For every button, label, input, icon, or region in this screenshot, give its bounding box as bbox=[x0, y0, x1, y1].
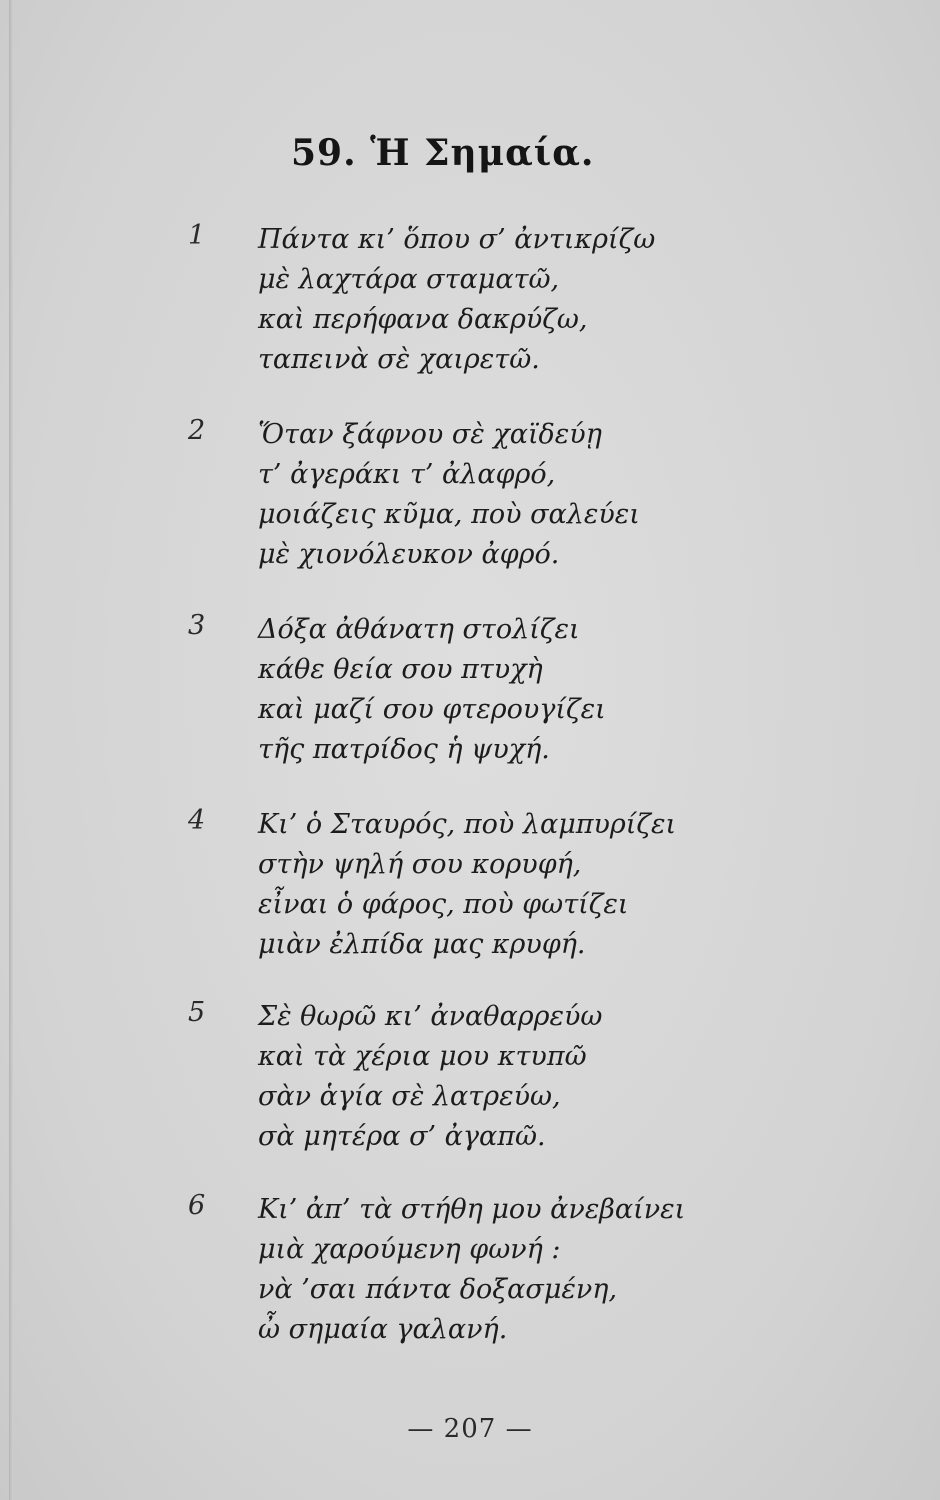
verse-line: Σὲ θωρῶ κι’ ἀναθαρρεύω bbox=[258, 1001, 603, 1032]
verse-line: εἶναι ὁ φάρος, ποὺ φωτίζει bbox=[258, 889, 629, 920]
verse-line: τ’ ἀγεράκι τ’ ἀλαφρό, bbox=[258, 459, 556, 490]
verse-line: σὰν ἁγία σὲ λατρεύω, bbox=[258, 1081, 561, 1112]
stanza-number: 4 bbox=[188, 805, 206, 836]
verse-line: Ὅταν ξάφνου σὲ χαϊδεύῃ bbox=[258, 419, 602, 450]
verse-line: καὶ μαζί σου φτερουγίζει bbox=[258, 694, 606, 725]
verse-line: ταπεινὰ σὲ χαιρετῶ. bbox=[258, 344, 540, 375]
verse-line: στὴν ψηλή σου κορυφή, bbox=[258, 849, 582, 880]
verse-line: Δόξα ἀθάνατη στολίζει bbox=[258, 614, 580, 645]
verse-line: νὰ ’σαι πάντα δοξασμένη, bbox=[258, 1274, 618, 1305]
verse-line: μὲ χιονόλευκον ἀφρό. bbox=[258, 539, 560, 570]
stanza-number: 1 bbox=[188, 220, 206, 251]
page-number: — 207 — bbox=[407, 1414, 533, 1444]
stanza-number: 6 bbox=[188, 1190, 206, 1221]
verse-line: Κι’ ὁ Σταυρός, ποὺ λαμπυρίζει bbox=[258, 809, 677, 840]
stanza-lines bbox=[258, 610, 606, 770]
stanza-number: 3 bbox=[188, 610, 206, 641]
stanza-number: 2 bbox=[188, 415, 206, 446]
verse-line: μιὰ χαρούμενη φωνή : bbox=[258, 1234, 561, 1265]
page-gutter-edge bbox=[9, 0, 13, 1500]
stanza-number: 5 bbox=[188, 997, 206, 1028]
verse-line: τῆς πατρίδος ἡ ψυχή. bbox=[258, 734, 550, 765]
verse-line: Πάντα κι’ ὅπου σ’ ἀντικρίζω bbox=[258, 224, 656, 255]
poem-title: 59. Ἡ Σημαία. bbox=[291, 132, 595, 174]
verse-line: μιὰν ἐλπίδα μας κρυφή. bbox=[258, 929, 586, 960]
stanza-lines bbox=[258, 805, 676, 965]
verse-line: ὦ σημαία γαλανή. bbox=[258, 1314, 508, 1345]
verse-line: Κι’ ἀπ’ τὰ στήθη μου ἀνεβαίνει bbox=[258, 1194, 686, 1225]
stanza-lines bbox=[258, 997, 602, 1157]
verse-line: καὶ τὰ χέρια μου κτυπῶ bbox=[258, 1041, 587, 1072]
verse-line: κάθε θεία σου πτυχὴ bbox=[258, 654, 543, 685]
verse-line: μὲ λαχτάρα σταματῶ, bbox=[258, 264, 560, 295]
stanza-lines bbox=[258, 415, 640, 575]
verse-line: μοιάζεις κῦμα, ποὺ σαλεύει bbox=[258, 499, 640, 530]
stanza-lines bbox=[258, 1190, 685, 1350]
stanza-lines bbox=[258, 220, 655, 380]
verse-line: καὶ περήφανα δακρύζω, bbox=[258, 304, 588, 335]
verse-line: σὰ μητέρα σ’ ἀγαπῶ. bbox=[258, 1121, 546, 1152]
